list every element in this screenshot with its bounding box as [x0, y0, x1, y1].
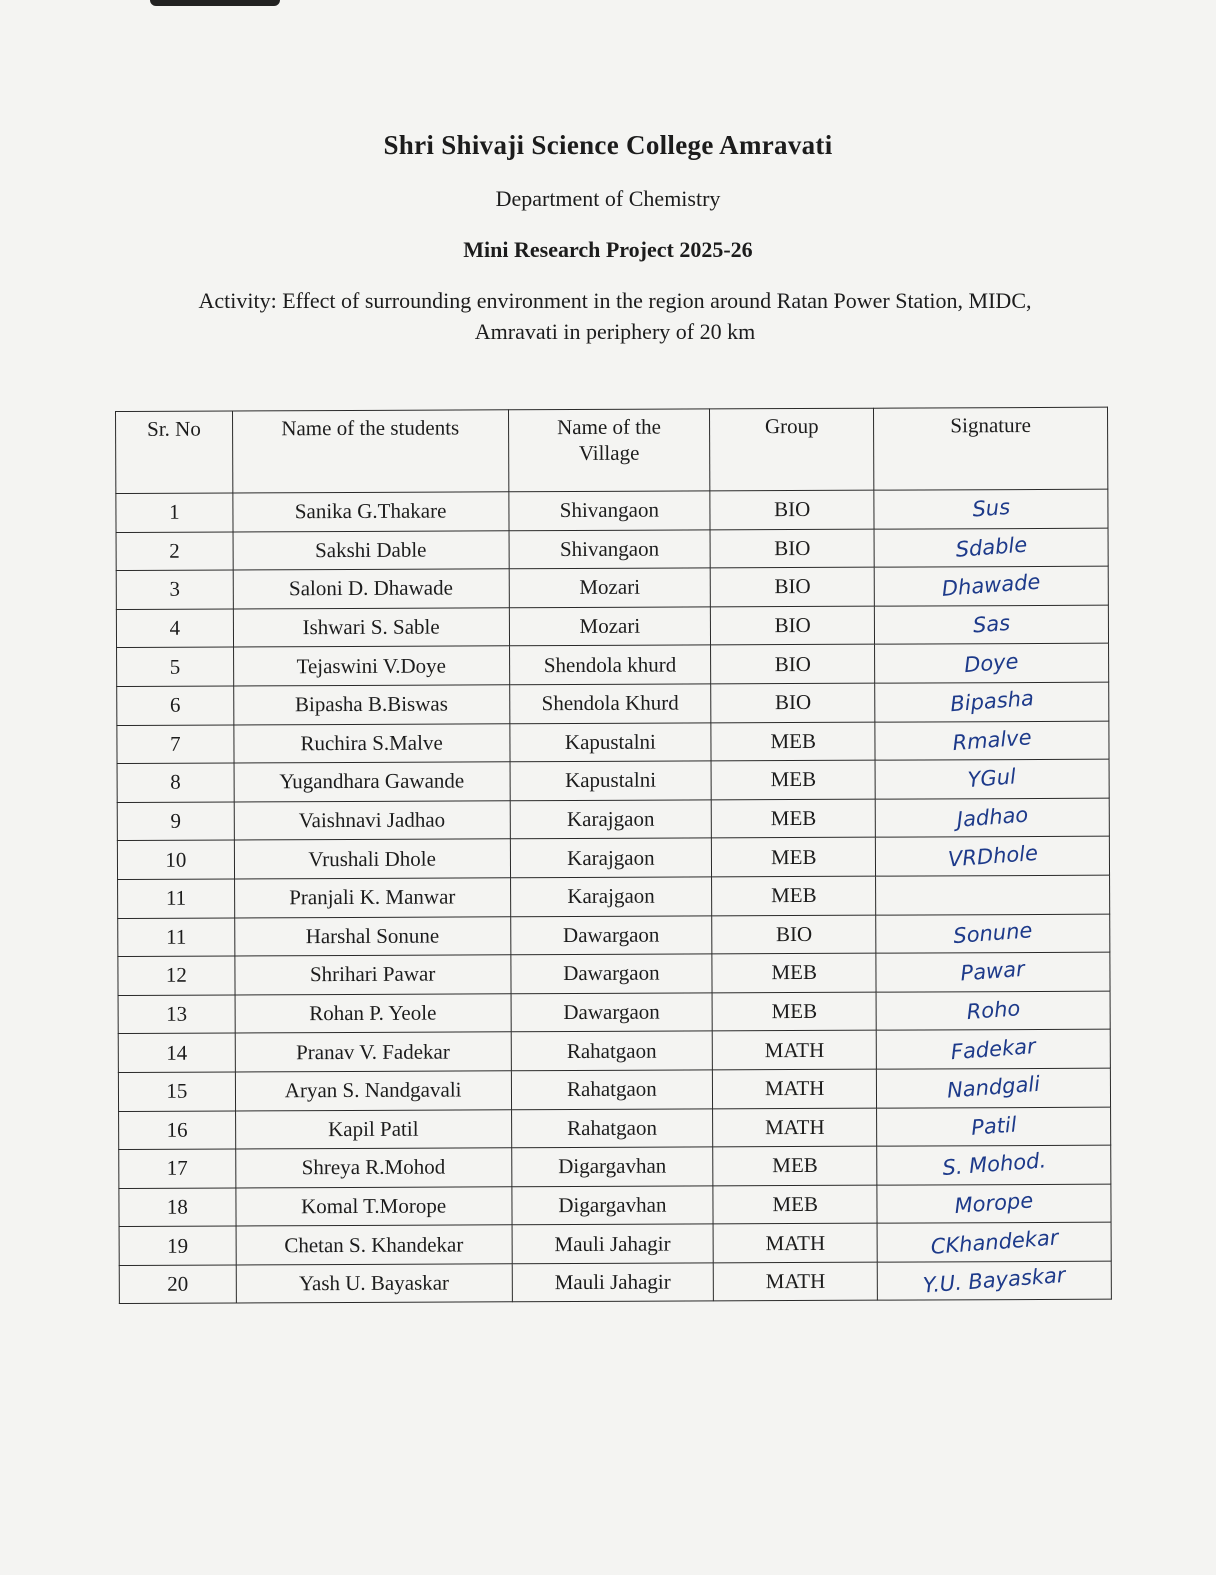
cell-sr-no: 11	[118, 879, 235, 918]
table-row	[118, 952, 1110, 995]
cell-student-name: Aryan S. Nandgavali	[235, 1071, 511, 1111]
cell-group: MATH	[714, 1262, 878, 1301]
cell-signature	[877, 1068, 1111, 1108]
table-row	[118, 1068, 1110, 1111]
cell-group: BIO	[711, 567, 875, 606]
cell-group: MATH	[713, 1030, 877, 1069]
cell-student-name: Harshal Sonune	[235, 916, 511, 956]
cell-student-name: Bipasha B.Biswas	[234, 685, 510, 725]
cell-village: Dawargaon	[511, 993, 713, 1032]
cell-student-name: Pranjali K. Manwar	[234, 878, 510, 918]
cell-village: Shivangaon	[509, 529, 711, 568]
cell-village: Mozari	[509, 607, 711, 646]
cell-village: Rahatgaon	[511, 1108, 713, 1147]
cell-signature	[876, 1029, 1110, 1069]
header-village	[508, 409, 710, 492]
cell-village: Shendola khurd	[509, 645, 711, 684]
cell-village: Dawargaon	[510, 915, 712, 954]
cell-sr-no: 7	[117, 725, 234, 764]
cell-sr-no: 1	[116, 493, 233, 532]
table-row	[118, 1029, 1110, 1072]
handwritten-signature: Pawar	[960, 957, 1026, 986]
table-row	[117, 721, 1109, 764]
table-row	[119, 1261, 1111, 1304]
cell-sr-no: 12	[118, 956, 235, 995]
handwritten-signature: Sus	[971, 495, 1011, 522]
cell-signature	[877, 1145, 1111, 1185]
table-row	[118, 991, 1110, 1034]
handwritten-signature: S. Mohod.	[941, 1148, 1047, 1181]
cell-signature	[876, 952, 1110, 992]
handwritten-signature: Nandgali	[946, 1071, 1041, 1103]
table-row	[119, 1145, 1111, 1188]
cell-student-name: Yugandhara Gawande	[234, 762, 510, 802]
table-header-row	[116, 407, 1108, 493]
cell-signature	[876, 837, 1110, 877]
header-group: Group	[710, 408, 874, 491]
cell-village: Mauli Jahagir	[512, 1263, 714, 1302]
cell-signature	[876, 991, 1110, 1031]
cell-student-name: Vrushali Dhole	[234, 839, 510, 879]
cell-village: Karajgaon	[510, 838, 712, 877]
cell-student-name: Ruchira S.Malve	[234, 723, 510, 763]
handwritten-signature: Bipasha	[949, 686, 1035, 717]
cell-student-name: Yash U. Bayaskar	[236, 1264, 512, 1304]
handwritten-signature: Dhawade	[941, 570, 1042, 602]
table-row	[116, 489, 1108, 532]
cell-signature	[875, 721, 1109, 761]
cell-group: BIO	[710, 529, 874, 568]
cell-signature	[874, 528, 1108, 568]
cell-village: Mauli Jahagir	[512, 1224, 714, 1263]
cell-student-name: Sakshi Dable	[233, 530, 509, 570]
cell-village: Shivangaon	[508, 491, 710, 530]
handwritten-signature: Morope	[953, 1188, 1035, 1219]
table-row	[117, 644, 1109, 687]
header-signature: Signature	[874, 407, 1108, 490]
cell-village: Rahatgaon	[511, 1070, 713, 1109]
handwritten-signature: CKhandekar	[929, 1225, 1059, 1259]
cell-sr-no: 2	[116, 532, 233, 571]
cell-signature	[877, 1222, 1111, 1262]
cell-village: Digargavhan	[511, 1186, 713, 1225]
cell-signature	[875, 682, 1109, 722]
scan-edge-mark	[150, 0, 280, 6]
cell-signature	[877, 1107, 1111, 1147]
cell-village: Digargavhan	[511, 1147, 713, 1186]
table-row	[118, 875, 1110, 918]
cell-group: MATH	[713, 1223, 877, 1262]
cell-signature	[874, 605, 1108, 645]
department-name: Department of Chemistry	[495, 186, 721, 211]
cell-sr-no: 3	[116, 570, 233, 609]
table-row	[118, 914, 1110, 957]
cell-group: BIO	[711, 645, 875, 684]
cell-sr-no: 8	[117, 763, 234, 802]
cell-village: Karajgaon	[510, 877, 712, 916]
handwritten-signature: Sonune	[952, 918, 1034, 948]
table-row	[119, 1184, 1111, 1227]
header-village-line-1: Name of the	[557, 414, 661, 440]
handwritten-signature: YGul	[967, 764, 1018, 793]
cell-sr-no: 19	[119, 1226, 236, 1265]
cell-group: BIO	[712, 915, 876, 954]
cell-student-name: Kapil Patil	[235, 1109, 511, 1149]
project-title: Mini Research Project 2025-26	[463, 237, 753, 262]
table-row	[116, 566, 1108, 609]
cell-sr-no: 5	[117, 647, 234, 686]
header-village-line-2: Village	[578, 440, 640, 465]
handwritten-signature: Sdable	[954, 532, 1028, 562]
activity-line-2: Amravati in periphery of 20 km	[474, 319, 756, 344]
cell-group: MEB	[712, 799, 876, 838]
handwritten-signature: Y.U. Bayaskar	[922, 1263, 1067, 1298]
attendance-table	[115, 407, 1112, 1305]
activity-description	[120, 285, 1110, 347]
cell-signature	[875, 798, 1109, 838]
cell-student-name: Ishwari S. Sable	[233, 608, 509, 648]
cell-student-name: Chetan S. Khandekar	[236, 1225, 512, 1265]
activity-line-1: Activity: Effect of surrounding environment in the region around Ratan Power Station, MIDC,	[198, 288, 1032, 313]
handwritten-signature: Doye	[963, 648, 1020, 677]
table-row	[117, 798, 1109, 841]
cell-sr-no: 4	[116, 609, 233, 648]
cell-student-name: Pranav V. Fadekar	[235, 1032, 511, 1072]
cell-sr-no: 6	[117, 686, 234, 725]
table-row	[117, 759, 1109, 802]
handwritten-signature: Jadhao	[955, 802, 1029, 832]
cell-group: MEB	[711, 722, 875, 761]
handwritten-signature: Rmalve	[951, 725, 1033, 755]
handwritten-signature: Fadekar	[950, 1033, 1037, 1064]
handwritten-signature: Roho	[965, 996, 1021, 1025]
table-row	[117, 837, 1109, 880]
cell-student-name: Sanika G.Thakare	[233, 492, 509, 532]
cell-signature	[877, 1184, 1111, 1224]
cell-group: MEB	[712, 876, 876, 915]
cell-student-name: Komal T.Morope	[236, 1186, 512, 1226]
cell-sr-no: 13	[118, 995, 235, 1034]
cell-signature	[876, 914, 1110, 954]
cell-group: MEB	[711, 760, 875, 799]
cell-village: Mozari	[509, 568, 711, 607]
table-row	[119, 1222, 1111, 1265]
table-row	[116, 528, 1108, 571]
cell-student-name: Shrihari Pawar	[235, 955, 511, 995]
cell-sr-no: 18	[119, 1188, 236, 1227]
college-name: Shri Shivaji Science College Amravati	[383, 130, 833, 160]
cell-group: MEB	[712, 953, 876, 992]
cell-sr-no: 16	[119, 1110, 236, 1149]
cell-group: MATH	[713, 1108, 877, 1147]
cell-village: Dawargaon	[510, 954, 712, 993]
table-body	[116, 489, 1112, 1304]
cell-sr-no: 11	[118, 918, 235, 957]
cell-student-name: Vaishnavi Jadhao	[234, 801, 510, 841]
header-sr-no: Sr. No	[116, 411, 233, 494]
cell-group: BIO	[710, 490, 874, 529]
cell-student-name: Rohan P. Yeole	[235, 993, 511, 1033]
cell-group: MEB	[713, 1146, 877, 1185]
cell-group: MATH	[713, 1069, 877, 1108]
cell-sr-no: 14	[118, 1033, 235, 1072]
cell-sr-no: 17	[119, 1149, 236, 1188]
cell-signature	[875, 759, 1109, 799]
table-row	[117, 682, 1109, 725]
cell-student-name: Tejaswini V.Doye	[233, 646, 509, 686]
cell-sr-no: 20	[119, 1265, 236, 1304]
cell-signature	[874, 489, 1108, 529]
cell-group: MEB	[713, 1185, 877, 1224]
handwritten-signature: VRDhole	[946, 840, 1039, 872]
cell-signature	[876, 875, 1110, 915]
handwritten-signature: Sas	[972, 610, 1011, 638]
cell-student-name: Saloni D. Dhawade	[233, 569, 509, 609]
cell-village: Kapustalni	[510, 761, 712, 800]
cell-village: Rahatgaon	[511, 1031, 713, 1070]
cell-village: Kapustalni	[509, 722, 711, 761]
cell-group: BIO	[711, 683, 875, 722]
cell-sr-no: 10	[117, 840, 234, 879]
cell-sr-no: 9	[117, 802, 234, 841]
cell-signature	[875, 644, 1109, 684]
table-row	[116, 605, 1108, 648]
handwritten-signature: Patil	[970, 1112, 1018, 1140]
cell-group: MEB	[712, 992, 876, 1031]
cell-sr-no: 15	[118, 1072, 235, 1111]
cell-village: Shendola Khurd	[509, 684, 711, 723]
cell-signature	[877, 1261, 1111, 1301]
cell-signature	[874, 566, 1108, 606]
cell-village: Karajgaon	[510, 800, 712, 839]
cell-student-name: Shreya R.Mohod	[236, 1148, 512, 1188]
header-student-name: Name of the students	[232, 410, 508, 493]
cell-group: BIO	[711, 606, 875, 645]
table-row	[119, 1107, 1111, 1150]
cell-group: MEB	[712, 838, 876, 877]
